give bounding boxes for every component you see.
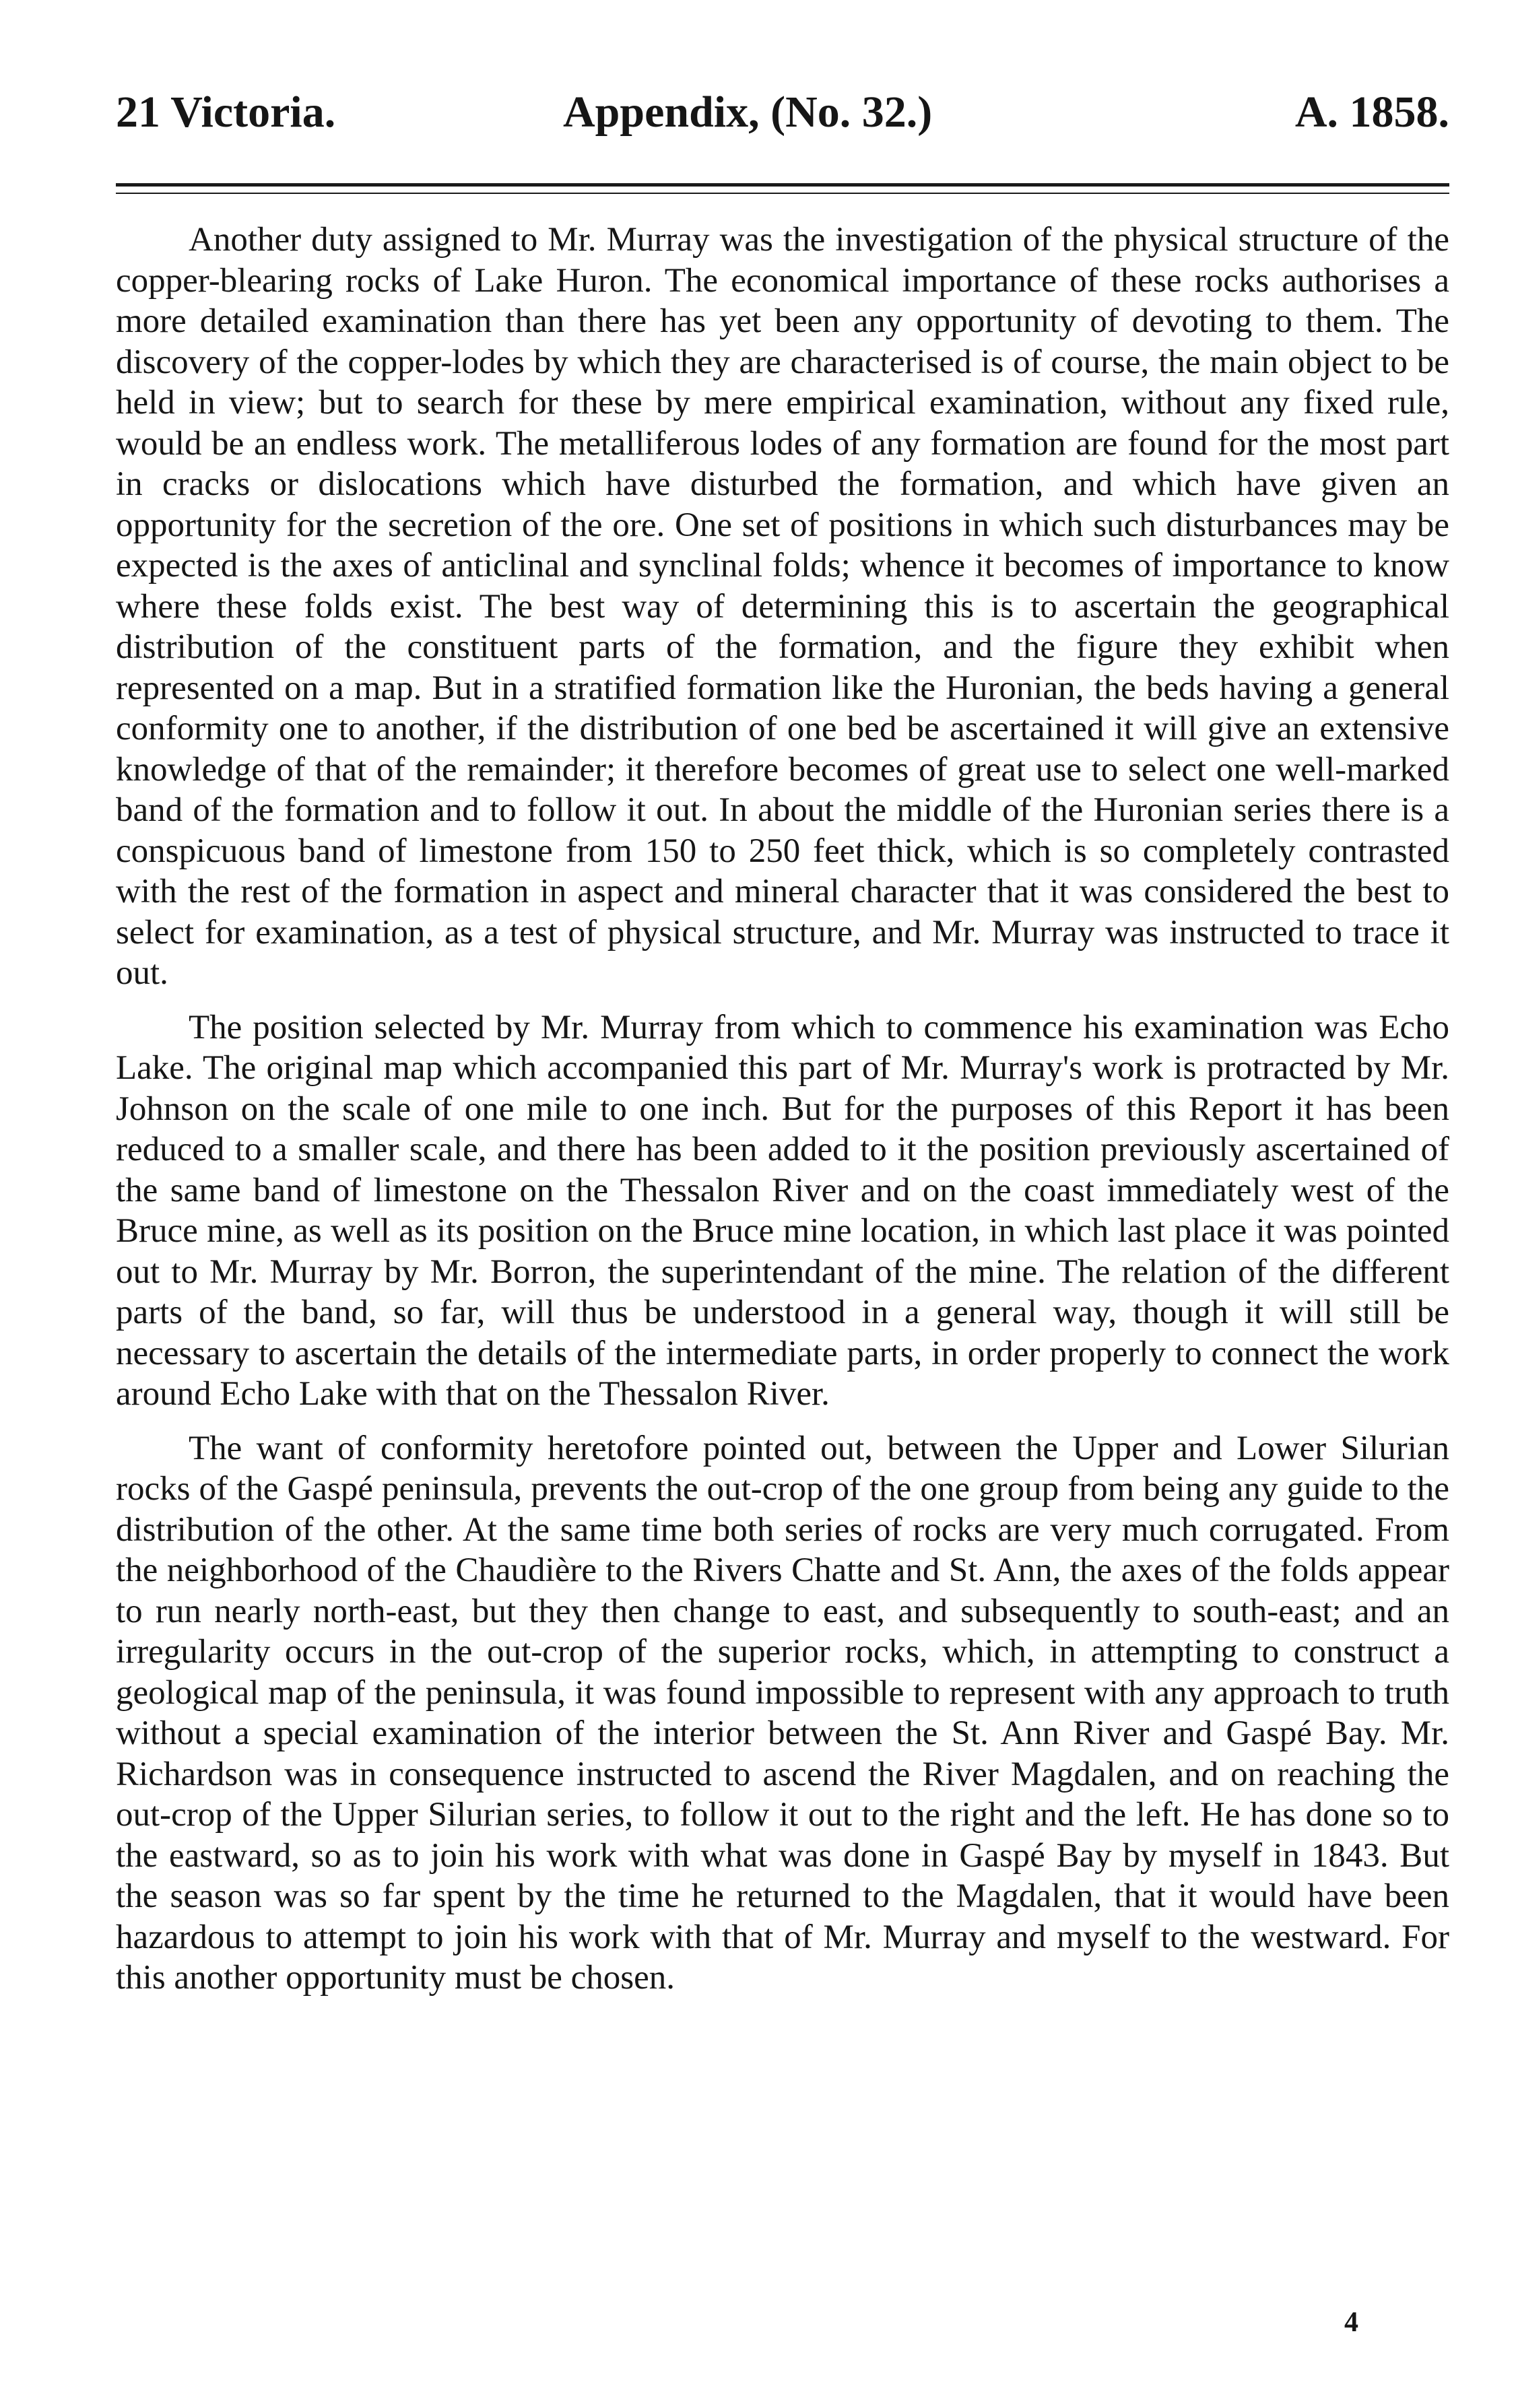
header-session: 21 Victoria. xyxy=(116,88,336,137)
page-header xyxy=(116,75,1449,149)
paragraph-gaspe: The want of conformity heretofore pointed out, between the Upper and Lower Silurian rocks of the Gaspé peninsula, prevents the out-crop of the one group from being any guide to the distribution of the other. At the same time both series of rocks are very much corrugated. From the neighborhood of the Chaudière to the Rivers Chatte and St. Ann, the axes of the folds appear to run nearly north-east, but they then change to east, and subsequently to south-east; and an irregularity occurs in the out-crop of the superior rocks, which, in attempting to construct a geological map of the peninsula, it was found impossible to represent with any approach to truth without a special examination of the interior between the St. Ann River and Gaspé Bay. Mr. Richardson was in consequence instructed to ascend the River Magdalen, and on reaching the out-crop of the Upper Silurian series, to follow it out to the right and the left. He has done so to the eastward, so as to join his work with what was done in Gaspé Bay by myself in 1843. But the season was so far spent by the time he returned to the Magdalen, that it would have been hazardous to attempt to join his work with that of Mr. Murray and myself to the westward. For this another opportunity must be chosen. xyxy=(116,1429,1449,1997)
header-appendix: Appendix, (No. 32.) xyxy=(563,88,933,137)
paragraph-copper-rocks: Another duty assigned to Mr. Murray was the investigation of the physical structure of the copper-blearing rocks of Lake Huron. The economical importance of these rocks authorises a more detailed examination than there has yet been any opportunity of devoting to them. The discovery of the copper-lodes by which they are characterised is of course, the main object to be held in view; but to search for these by mere empirical examination, without any fixed rule, would be an endless work. The metalliferous lodes of any formation are found for the most part in cracks or dislocations which have disturbed the formation, and which have given an opportunity for the secretion of the ore. One set of positions in which such disturbances may be expected is the axes of anticlinal and synclinal folds; whence it becomes of importance to know where these folds exist. The best way of determining this is to ascertain the geographical distribution of the constituent parts of the formation, and the figure they exhibit when represented on a map. But in a stratified formation like the Huronian, the beds having a general conformity one to another, if the distribution of one bed be ascertained it will give an extensive knowledge of that of the remainder; it therefore becomes of great use to select one well-marked band of the formation and to follow it out. In about the middle of the Huronian series there is a conspicuous band of limestone from 150 to 250 feet thick, which is so completely contrasted with the rest of the formation in aspect and mineral character that it was considered the best to select for examination, as a test of physical structure, and Mr. Murray was instructed to trace it out. xyxy=(116,221,1449,992)
header-rule-thick xyxy=(116,183,1449,187)
page-number: 4 xyxy=(1344,2307,1358,2338)
body-text xyxy=(116,220,1449,1999)
paragraph-echo-lake: The position selected by Mr. Murray from which to commence his examination was Echo Lake. The original map which accompanied this part of Mr. Murray's work is protracted by Mr. Johnson on the scale of one mile to one inch. But for the purposes of this Report it has been reduced to a smaller scale, and there has been added to it the position previously ascertained of the same band of limestone on the Thessalon River and on the coast immediately west of the Bruce mine, as well as its position on the Bruce mine location, in which last place it was pointed out to Mr. Murray by Mr. Borron, the superintendant of the mine. The relation of the different parts of the band, so far, will thus be understood in a general way, though it will still be necessary to ascertain the details of the intermediate parts, in order properly to connect the work around Echo Lake with that on the Thessalon River. xyxy=(116,1008,1449,1413)
header-rule-thin xyxy=(116,193,1449,194)
header-year: A. 1858. xyxy=(1294,88,1449,137)
